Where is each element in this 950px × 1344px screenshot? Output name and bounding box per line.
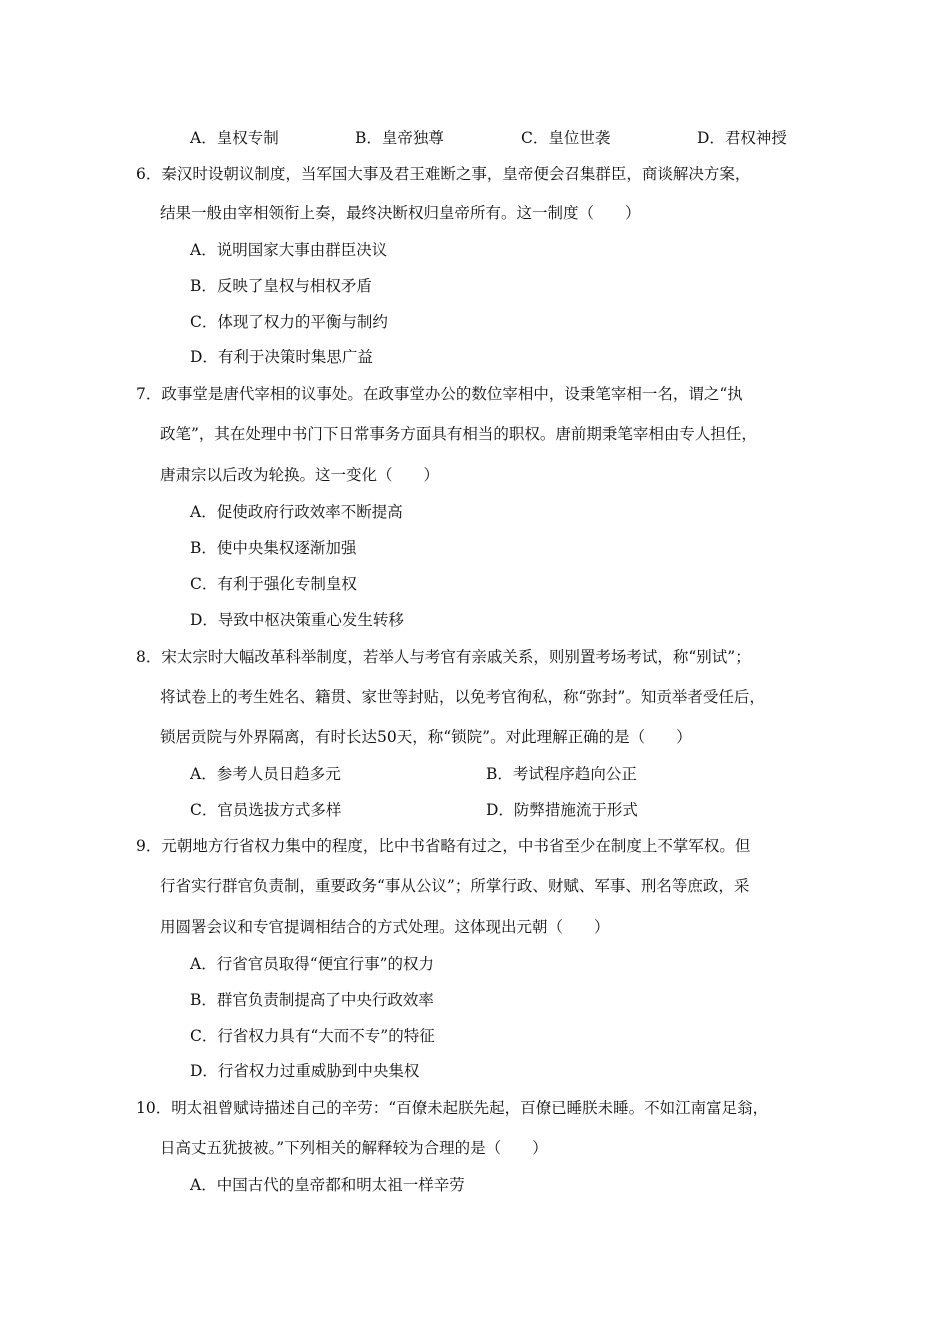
q5-option-c: C．皇位世袭 bbox=[521, 129, 611, 147]
q8-stem-line-2: 将试卷上的考生姓名、籍贯、家世等封贴，以免考官徇私，称“弥封”。知贡举者受任后， bbox=[160, 688, 765, 706]
q7-option-b: B．使中央集权逐渐加强 bbox=[190, 539, 357, 557]
q5-option-b: B．皇帝独尊 bbox=[355, 129, 444, 147]
q7-option-d: D．导致中枢决策重心发生转移 bbox=[190, 611, 404, 629]
q8-option-a: A．参考人员日趋多元 bbox=[190, 765, 341, 783]
q6-option-c: C．体现了权力的平衡与制约 bbox=[190, 313, 388, 331]
q10-stem-line-2: 日高丈五犹披被。”下列相关的解释较为合理的是（ ） bbox=[160, 1139, 548, 1157]
q9-stem-line-2: 行省实行群官负责制，重要政务“事从公议”；所掌行政、财赋、军事、刑名等庶政，采 bbox=[160, 877, 750, 895]
q7-option-c: C．有利于强化专制皇权 bbox=[190, 575, 357, 593]
q6-option-b: B．反映了皇权与相权矛盾 bbox=[190, 277, 372, 295]
q5-option-a: A．皇权专制 bbox=[190, 129, 279, 147]
q5-option-d: D．君权神授 bbox=[697, 129, 787, 147]
q8-option-b: B．考试程序趋向公正 bbox=[486, 765, 637, 783]
q8-option-c: C．官员选拔方式多样 bbox=[190, 801, 342, 819]
q9-stem-line-1: 9．元朝地方行省权力集中的程度，比中书省略有过之，中书省至少在制度上不掌军权。但 bbox=[136, 837, 751, 855]
q9-option-a: A．行省官员取得“便宜行事”的权力 bbox=[190, 955, 435, 973]
q9-option-c: C．行省权力具有“大而不专”的特征 bbox=[190, 1027, 435, 1045]
q7-stem-line-1: 7．政事堂是唐代宰相的议事处。在政事堂办公的数位宰相中，设秉笔宰相一名，谓之“执 bbox=[136, 385, 743, 403]
q6-option-a: A．说明国家大事由群臣决议 bbox=[190, 241, 388, 259]
q10-stem-line-1: 10．明太祖曾赋诗描述自己的辛劳：“百僚未起朕先起，百僚已睡朕未睡。不如江南富足翁， bbox=[136, 1099, 769, 1117]
q10-option-a: A．中国古代的皇帝都和明太祖一样辛劳 bbox=[190, 1176, 465, 1194]
q7-stem-line-3: 唐肃宗以后改为轮换。这一变化（ ） bbox=[160, 466, 440, 484]
q6-stem-line-1: 6．秦汉时设朝议制度，当军国大事及君王难断之事，皇帝便会召集群臣，商谈解决方案， bbox=[136, 165, 751, 183]
q6-stem-line-2: 结果一般由宰相领衔上奏，最终决断权归皇帝所有。这一制度（ ） bbox=[160, 204, 641, 222]
q7-stem-line-2: 政笔”，其在处理中书门下日常事务方面具有相当的职权。唐前期秉笔宰相由专人担任， bbox=[160, 425, 757, 443]
q9-option-d: D．行省权力过重威胁到中央集权 bbox=[190, 1062, 420, 1080]
q8-stem-line-3: 锁居贡院与外界隔离，有时长达50天，称“锁院”。对此理解正确的是（ ） bbox=[160, 728, 692, 746]
q9-stem-line-3: 用圆署会议和专官提调相结合的方式处理。这体现出元朝（ ） bbox=[160, 918, 610, 936]
q6-option-d: D．有利于决策时集思广益 bbox=[190, 348, 373, 366]
q7-option-a: A．促使政府行政效率不断提高 bbox=[190, 503, 403, 521]
q8-stem-line-1: 8．宋太宗时大幅改革科举制度，若举人与考官有亲戚关系，则别置考场考试，称“别试”； bbox=[136, 648, 751, 666]
q8-option-d: D．防弊措施流于形式 bbox=[486, 801, 638, 819]
q9-option-b: B．群官负责制提高了中央行政效率 bbox=[190, 991, 434, 1009]
